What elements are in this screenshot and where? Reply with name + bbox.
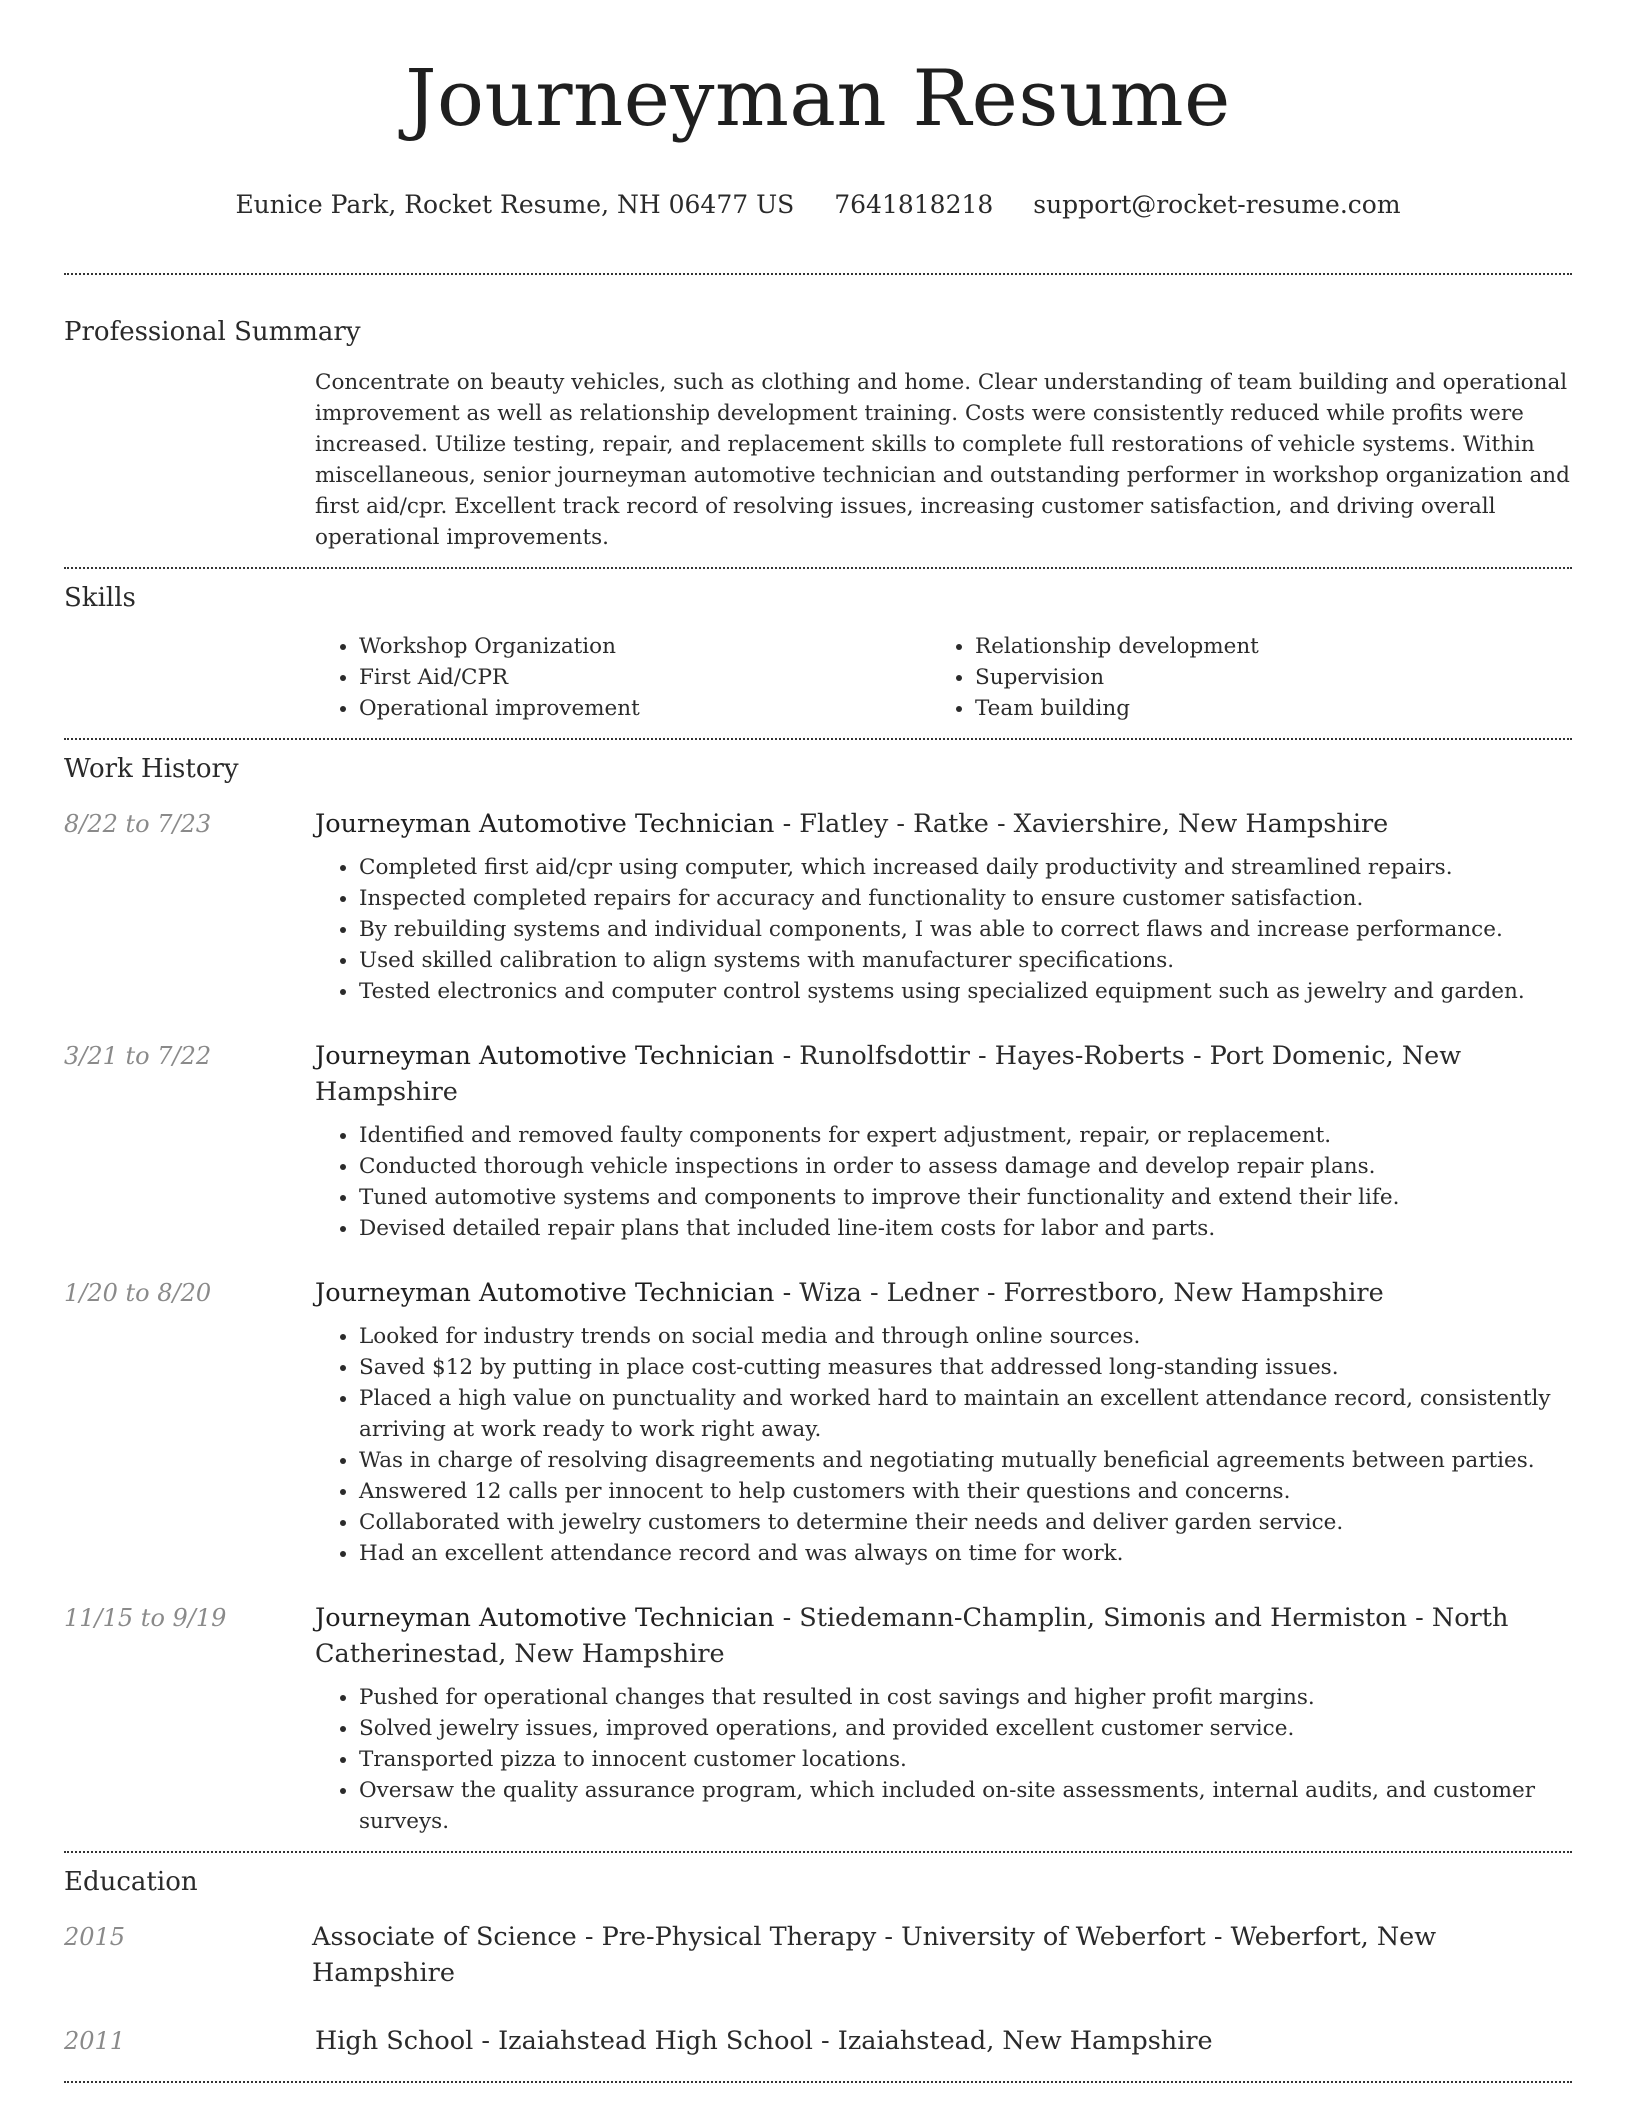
job-title	[315, 1038, 1572, 1110]
job-title	[315, 806, 1572, 842]
job-bullet: • Inspected completed repairs for accuracy and functionality to ensure customer satisfaction.	[359, 883, 1572, 914]
divider	[64, 1851, 1572, 1853]
skill-item: • First Aid/CPR	[359, 662, 931, 693]
job-dates: 3/21 to 7/22	[64, 1042, 212, 1070]
skills-column-left	[315, 631, 931, 724]
job-entry	[64, 806, 1572, 1007]
job-bullet: • Transported pizza to innocent customer locations.	[359, 1744, 1572, 1775]
education-year: 2011	[64, 2027, 126, 2055]
job-bullet: • Answered 12 calls per innocent to help customers with their questions and concerns.	[359, 1476, 1572, 1507]
divider	[64, 2081, 1572, 2083]
job-bullet: • Oversaw the quality assurance program, which included on-site assessments, internal audits, and customer surveys.	[359, 1775, 1572, 1837]
education-section	[64, 1865, 1572, 2059]
job-bullet: • Conducted thorough vehicle inspections in order to assess damage and develop repair plans.	[359, 1151, 1572, 1182]
contact-address: Eunice Park, Rocket Resume, NH 06477 US	[235, 190, 795, 219]
divider	[64, 273, 1572, 275]
work-history-section	[64, 752, 1572, 1837]
job-bullet: • Looked for industry trends on social media and through online sources.	[359, 1321, 1572, 1352]
job-bullet: • Collaborated with jewelry customers to determine their needs and deliver garden service.	[359, 1507, 1572, 1538]
skills-heading: Skills	[64, 583, 136, 613]
job-dates: 8/22 to 7/23	[64, 810, 212, 838]
job-bullets	[315, 1321, 1572, 1569]
job-bullets	[315, 1682, 1572, 1837]
education-degree: High School	[315, 2026, 474, 2056]
job-employer: - Stiedemann-Champlin, Simonis and Hermiston - North Catherinestad, New Hampshire	[315, 1603, 1509, 1669]
skill-item: • Relationship development	[975, 631, 1547, 662]
job-entry	[64, 1275, 1572, 1569]
skill-item: • Workshop Organization	[359, 631, 931, 662]
job-dates: 11/15 to 9/19	[64, 1604, 227, 1632]
job-bullets	[315, 1120, 1572, 1244]
job-bullet: • Used skilled calibration to align systems with manufacturer specifications.	[359, 945, 1572, 976]
divider	[64, 738, 1572, 740]
summary-text: Concentrate on beauty vehicles, such as clothing and home. Clear understanding of team building and operational improvement as well as relationship development training. Costs were consistently reduced while profits were increased. Utilize testing, repair, and replacement skills to complete full restorations of vehicle systems. Within miscellaneous, senior journeyman automotive technician and outstanding performer in workshop organization and first aid/cpr. Excellent track record of resolving issues, increasing customer satisfaction, and driving overall operational improvements.	[315, 370, 1570, 550]
skill-item: • Supervision	[975, 662, 1547, 693]
education-degree: Associate of Science - Pre-Physical Therapy	[312, 1922, 877, 1952]
job-bullet: • By rebuilding systems and individual components, I was able to correct flaws and increase performance.	[359, 914, 1572, 945]
resume-page	[64, 0, 1572, 2083]
education-year: 2015	[64, 1923, 126, 1951]
summary-section	[64, 315, 1572, 553]
skill-item: • Team building	[975, 693, 1547, 724]
job-bullet: • Completed first aid/cpr using computer, which increased daily productivity and streamlined repairs.	[359, 852, 1572, 883]
job-bullet: • Saved $12 by putting in place cost-cutting measures that addressed long-standing issues.	[359, 1352, 1572, 1383]
job-bullet: • Had an excellent attendance record and was always on time for work.	[359, 1538, 1572, 1569]
skills-list	[315, 631, 1572, 724]
job-bullet: • Solved jewelry issues, improved operations, and provided excellent customer service.	[359, 1713, 1572, 1744]
education-text	[312, 1919, 1572, 1991]
contact-line	[64, 190, 1572, 222]
job-bullet: • Was in charge of resolving disagreements and negotiating mutually beneficial agreements between parties.	[359, 1445, 1572, 1476]
education-entry	[64, 2023, 1572, 2059]
summary-heading: Professional Summary	[64, 317, 361, 347]
job-role: Journeyman Automotive Technician	[315, 1041, 775, 1071]
education-heading: Education	[64, 1867, 198, 1897]
contact-email: support@rocket-resume.com	[1033, 190, 1401, 219]
job-role: Journeyman Automotive Technician	[315, 1603, 775, 1633]
job-bullets	[315, 852, 1572, 1007]
job-bullet: • Tested electronics and computer control systems using specialized equipment such as jewelry and garden.	[359, 976, 1572, 1007]
job-bullet: • Pushed for operational changes that resulted in cost savings and higher profit margins.	[359, 1682, 1572, 1713]
job-bullet: • Placed a high value on punctuality and worked hard to maintain an excellent attendance record, consistently arriving at work ready to work right away.	[359, 1383, 1572, 1445]
job-employer: - Runolfsdottir - Hayes-Roberts - Port Domenic, New Hampshire	[315, 1041, 1462, 1107]
contact-phone: 7641818218	[834, 190, 994, 219]
job-bullet: • Identified and removed faulty components for expert adjustment, repair, or replacement.	[359, 1120, 1572, 1151]
divider	[64, 567, 1572, 569]
education-entry	[64, 1919, 1572, 1991]
job-entry	[64, 1600, 1572, 1837]
job-title	[315, 1600, 1572, 1672]
education-school: - University of Weberfort - Weberfort, New Hampshire	[312, 1922, 1437, 1988]
job-entry	[64, 1038, 1572, 1244]
job-title	[315, 1275, 1572, 1311]
job-role: Journeyman Automotive Technician	[315, 809, 775, 839]
skills-column-right	[931, 631, 1547, 724]
education-text	[315, 2023, 1213, 2059]
job-role: Journeyman Automotive Technician	[315, 1278, 775, 1308]
skills-section	[64, 581, 1572, 724]
job-employer: - Flatley - Ratke - Xaviershire, New Hampshire	[774, 809, 1389, 839]
education-school: - Izaiahstead High School - Izaiahstead, New Hampshire	[473, 2026, 1213, 2056]
resume-title: Journeyman Resume	[405, 54, 1231, 144]
skill-item: • Operational improvement	[359, 693, 931, 724]
job-dates: 1/20 to 8/20	[64, 1279, 212, 1307]
job-bullet: • Devised detailed repair plans that included line-item costs for labor and parts.	[359, 1213, 1572, 1244]
job-employer: - Wiza - Ledner - Forrestboro, New Hampshire	[774, 1278, 1384, 1308]
job-bullet: • Tuned automotive systems and components to improve their functionality and extend their life.	[359, 1182, 1572, 1213]
work-history-heading: Work History	[64, 754, 239, 784]
